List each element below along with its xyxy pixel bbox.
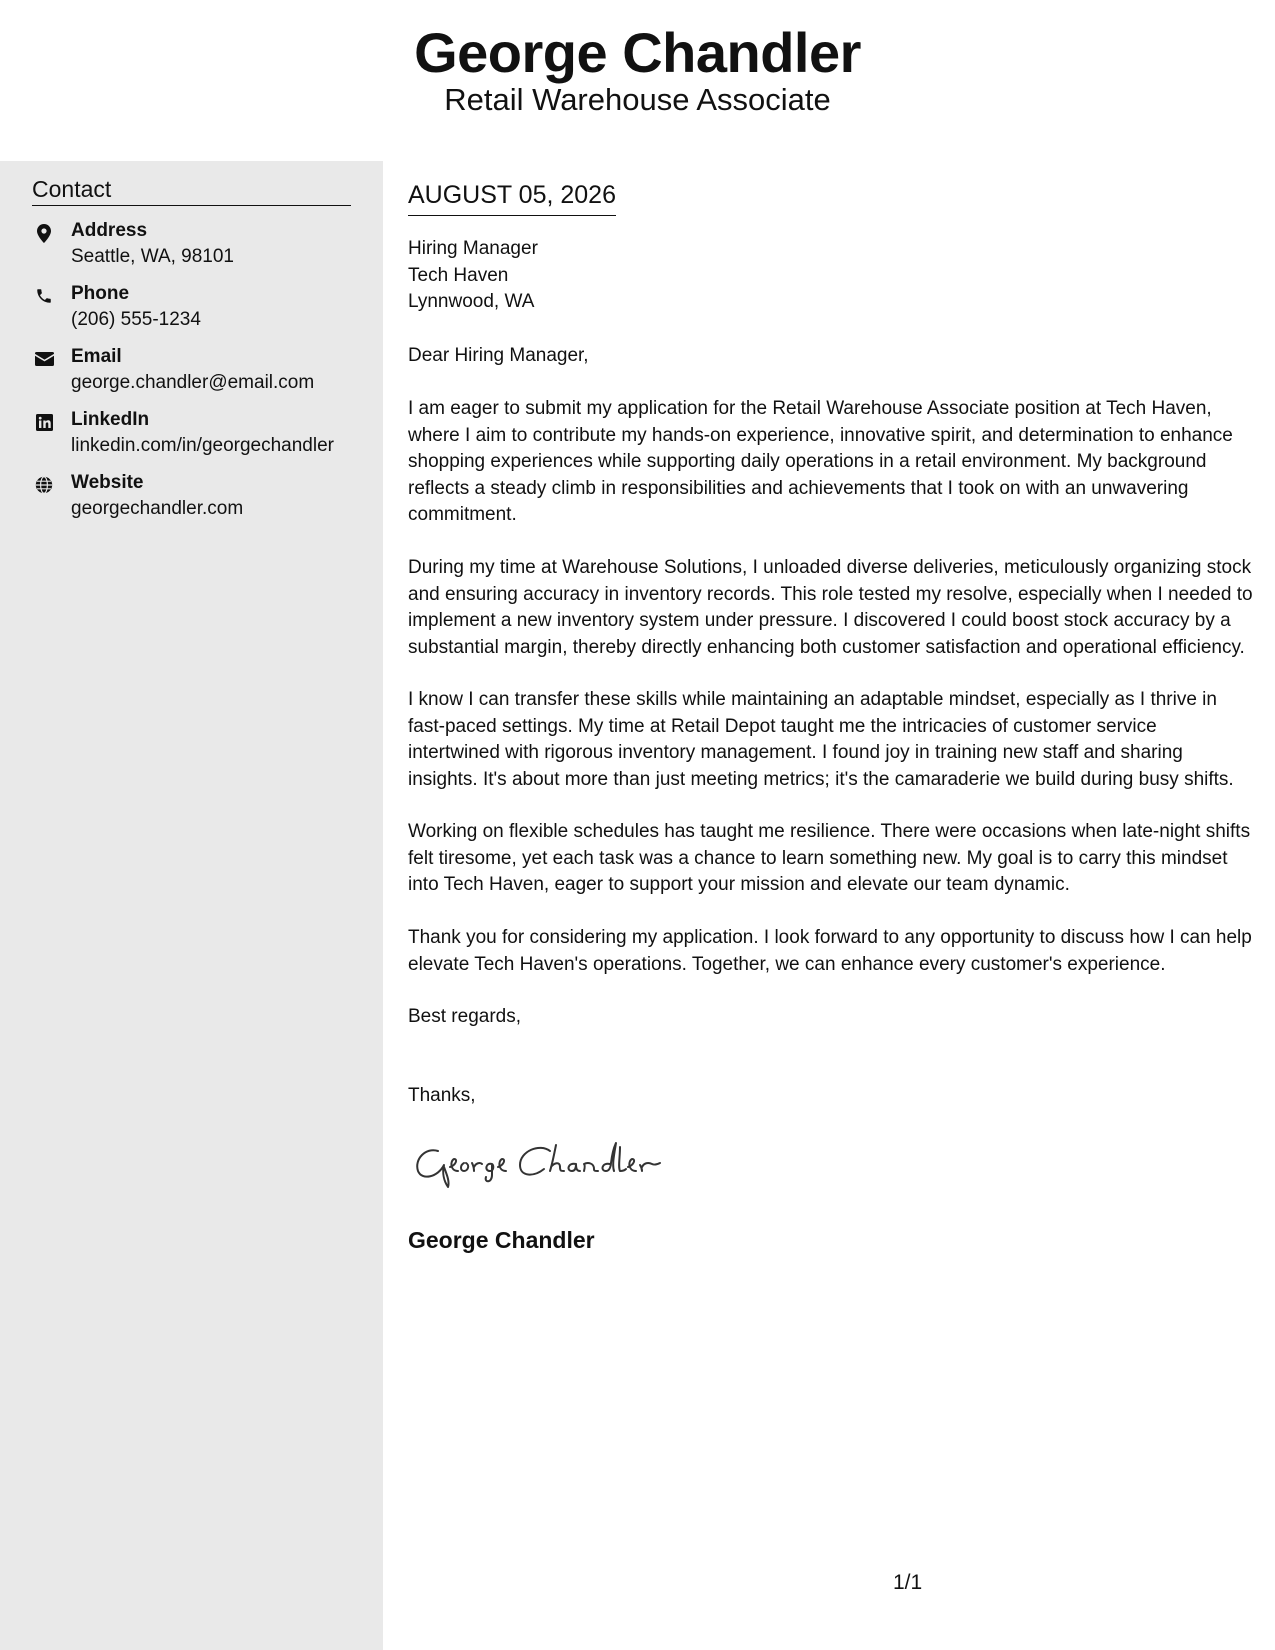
paragraph: I know I can transfer these skills while maintaining an adaptable mindset, especially as I thrive in fast-paced settings. My time at Retail Depot taught me the intricacies of customer service intertwined with rigorous inventory management. I found joy in training new staff and sharing insights. It's about more than just meeting metrics; it's the camaraderie we build during busy shifts.	[408, 689, 1234, 790]
handwritten-signature	[408, 1129, 668, 1189]
address-value: Seattle, WA, 98101	[71, 246, 235, 267]
job-title: Retail Warehouse Associate	[444, 82, 831, 117]
contact-label: Phone	[71, 283, 130, 304]
contact-label: LinkedIn	[71, 409, 150, 430]
paragraph: During my time at Warehouse Solutions, I unloaded diverse deliveries, meticulously organizing stock and ensuring accuracy in inventory records. This role tested my resolve, especially when I needed to implement a new inventory system under pressure. I discovered I could boost stock accuracy by a substantial margin, thereby directly enhancing both customer satisfaction and operational efficiency.	[408, 557, 1253, 658]
signer-name: George Chandler	[408, 1227, 595, 1253]
page-number: 1/1	[893, 1571, 923, 1594]
envelope-icon	[32, 347, 56, 371]
thanks-line: Thanks,	[408, 1085, 476, 1106]
recipient-line: Hiring Manager	[408, 238, 538, 259]
website-value: georgechandler.com	[71, 498, 244, 519]
linkedin-icon	[32, 410, 56, 434]
recipient-block	[408, 236, 538, 316]
globe-icon	[32, 473, 56, 497]
recipient-company: Tech Haven	[408, 264, 509, 286]
email-value: george.chandler@email.com	[71, 372, 315, 393]
linkedin-value: linkedin.com/in/georgechandler	[71, 435, 334, 456]
paragraph: I am eager to submit my application for the Retail Warehouse Associate position at Tech Haven, where I aim to contribute my hands-on experience, innovative spirit, and determination to enhance shopping experiences while supporting daily operations in a retail environment. My background reflects a steady climb in responsibilities and achievements that I took on with an unwavering commitment.	[408, 398, 1233, 525]
letter-date: AUGUST 05, 2026	[408, 179, 616, 216]
contact-list	[32, 219, 372, 534]
phone-icon	[32, 284, 56, 308]
paragraph: Working on flexible schedules has taught me resilience. There were occasions when late-night shifts felt tiresome, yet each task was a chance to learn something new. My goal is to carry this mindset into Tech Haven, eager to support your mission and elevate our team dynamic.	[408, 821, 1251, 895]
contact-label: Website	[71, 472, 144, 493]
contact-item-address	[32, 219, 372, 282]
closing-line: Best regards,	[408, 1006, 521, 1027]
contact-item-linkedin	[32, 408, 372, 471]
recipient-location: Lynnwood, WA	[408, 291, 535, 312]
phone-value: (206) 555-1234	[71, 309, 201, 330]
contact-label: Email	[71, 346, 122, 367]
letter-header	[0, 0, 1275, 161]
contact-item-website	[32, 471, 372, 534]
location-pin-icon	[32, 221, 56, 245]
contact-label: Address	[71, 220, 148, 241]
contact-item-email	[32, 345, 372, 408]
contact-heading: Contact	[32, 175, 351, 206]
paragraph: Thank you for considering my application. I look forward to any opportunity to discuss how I can help elevate Tech Haven's operations. Together, we can enhance every customer's experience.	[408, 927, 1252, 975]
greeting: Dear Hiring Manager,	[408, 345, 589, 366]
contact-item-phone	[32, 282, 372, 345]
applicant-name: George Chandler	[414, 21, 861, 84]
contact-sidebar	[0, 161, 383, 1650]
